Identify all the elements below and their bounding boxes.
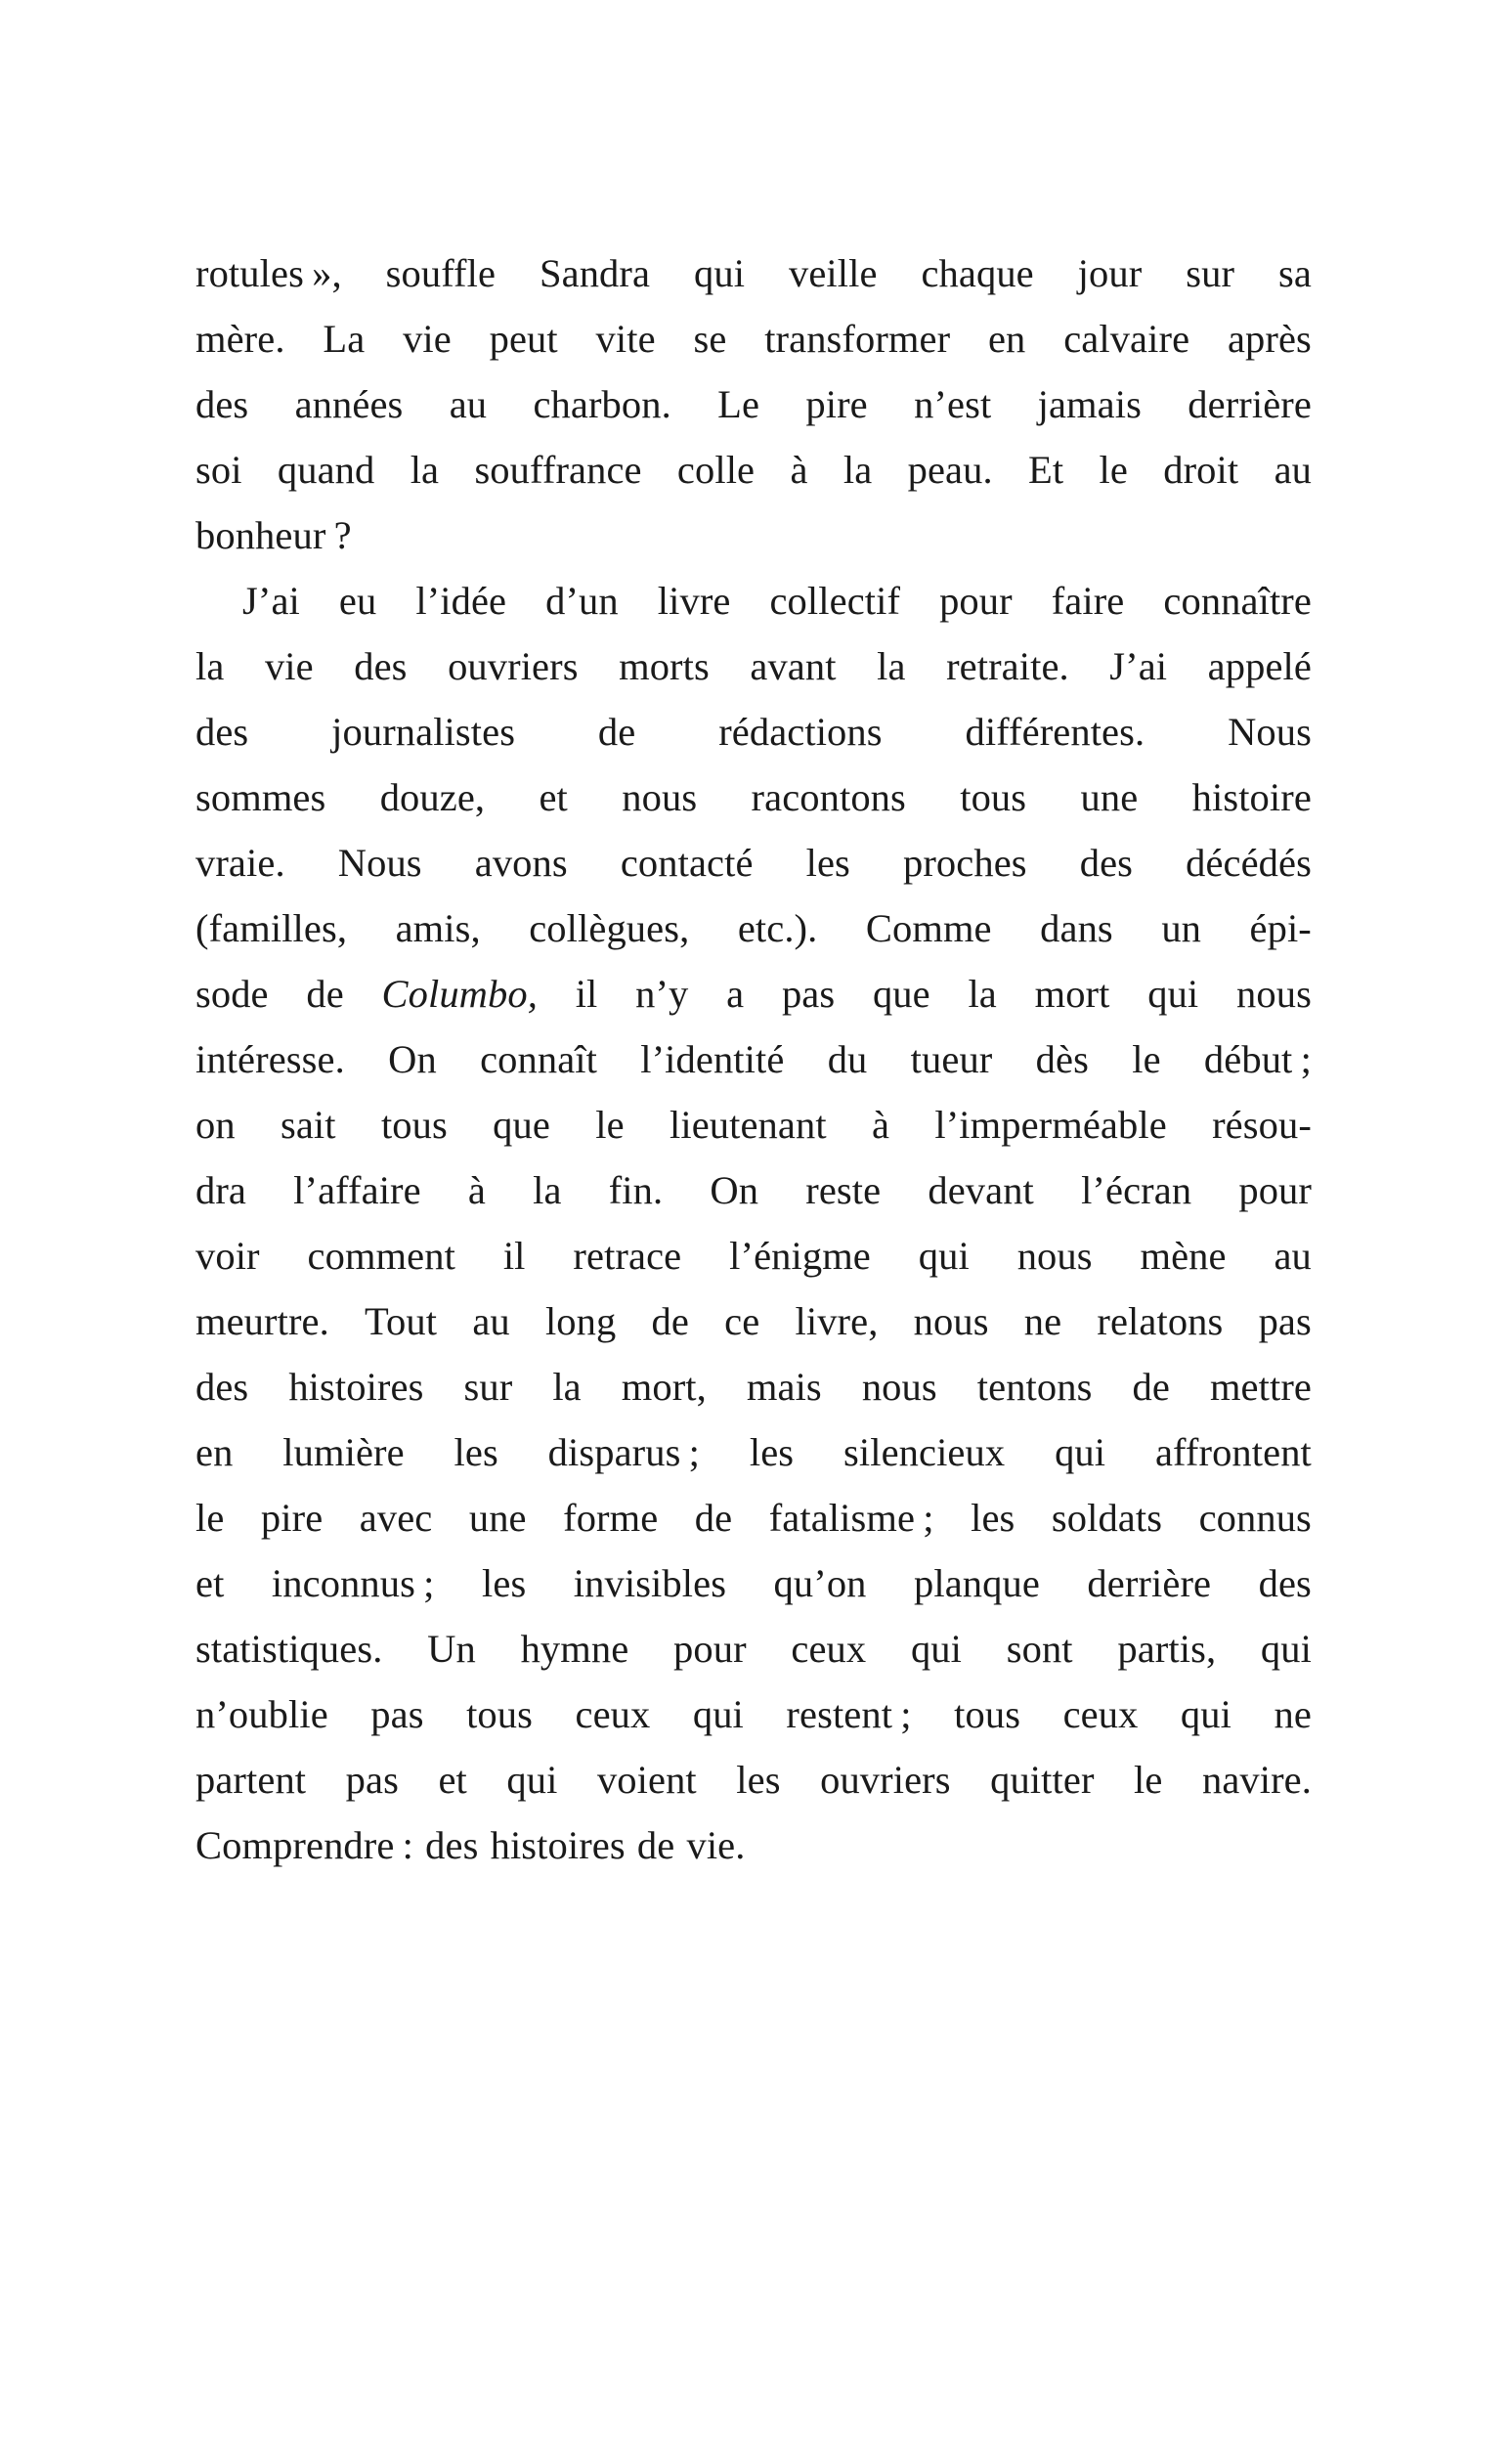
word: la — [552, 1365, 582, 1409]
word: qui — [1260, 1627, 1312, 1671]
word: de — [636, 1823, 675, 1867]
word: voir — [195, 1234, 260, 1278]
text-line — [195, 1288, 1312, 1354]
word: la — [533, 1168, 562, 1212]
word: colle — [676, 448, 756, 492]
word: Le — [717, 382, 760, 426]
word: faire — [1051, 579, 1125, 623]
word: la — [195, 644, 225, 688]
word: les — [736, 1758, 781, 1802]
text-line — [195, 1157, 1312, 1223]
word: il — [502, 1234, 526, 1278]
text-line — [195, 1616, 1312, 1681]
word: des — [195, 382, 249, 426]
word: derrière — [1087, 1561, 1212, 1605]
word: livre — [657, 579, 731, 623]
word: au — [472, 1299, 510, 1343]
word: que — [493, 1103, 550, 1147]
word: statistiques. — [195, 1627, 383, 1671]
word: peau. — [907, 448, 993, 492]
word: retraite. — [946, 644, 1069, 688]
word: douze, — [379, 775, 486, 819]
word: J’ai — [242, 579, 300, 623]
text-line — [195, 1485, 1312, 1550]
text-line — [195, 502, 1312, 568]
word: nous — [1016, 1234, 1093, 1278]
text-line — [195, 895, 1312, 961]
word: nous — [622, 775, 698, 819]
word: sode — [195, 972, 269, 1016]
word: avant — [750, 644, 837, 688]
word: avons — [474, 841, 568, 885]
text-line — [195, 1747, 1312, 1812]
word: racontons — [751, 775, 906, 819]
word: On — [388, 1037, 437, 1081]
word: d’un — [545, 579, 619, 623]
word: pas — [781, 972, 836, 1016]
word: ce — [724, 1299, 760, 1343]
word: épi- — [1249, 906, 1312, 950]
word: calvaire — [1063, 317, 1190, 361]
word: mère. — [195, 317, 285, 361]
word: chaque — [921, 251, 1034, 295]
text-line — [195, 633, 1312, 699]
word: droit — [1163, 448, 1239, 492]
word: les — [805, 841, 850, 885]
word: l’identité — [640, 1037, 785, 1081]
word: bonheur ? — [195, 513, 352, 557]
word: ouvriers — [820, 1758, 951, 1802]
word: du — [827, 1037, 868, 1081]
word: vraie. — [195, 841, 285, 885]
word: collectif — [769, 579, 901, 623]
word: soi — [195, 448, 242, 492]
word: meurtre. — [195, 1299, 329, 1343]
word: on — [195, 1103, 236, 1147]
word: disparus ; — [547, 1430, 701, 1474]
word: le — [195, 1496, 225, 1540]
word: vite — [595, 317, 656, 361]
word: quitter — [990, 1758, 1095, 1802]
word: voient — [596, 1758, 697, 1802]
page-text-block — [195, 240, 1312, 1878]
word: Columbo, — [381, 972, 538, 1016]
word: sont — [1006, 1627, 1073, 1671]
word: mais — [746, 1365, 822, 1409]
word: années — [294, 382, 404, 426]
word: dra — [195, 1168, 247, 1212]
word: nous — [861, 1365, 937, 1409]
word: collègues, — [529, 906, 690, 950]
word: au — [1274, 448, 1312, 492]
word: Comprendre : — [195, 1823, 414, 1867]
word: histoire — [1191, 775, 1312, 819]
word: histoires — [288, 1365, 424, 1409]
word: à — [871, 1103, 890, 1147]
word: quand — [277, 448, 375, 492]
word: transformer — [764, 317, 951, 361]
word: navire. — [1201, 1758, 1312, 1802]
word: connaît — [480, 1037, 597, 1081]
word: et — [438, 1758, 467, 1802]
word: tous — [380, 1103, 448, 1147]
word: contacté — [620, 841, 754, 885]
word: appelé — [1207, 644, 1312, 688]
word: les — [482, 1561, 527, 1605]
word: à — [790, 448, 808, 492]
word: mène — [1140, 1234, 1227, 1278]
word: fatalisme ; — [768, 1496, 934, 1540]
word: différentes. — [965, 710, 1145, 754]
word: des — [425, 1823, 479, 1867]
text-line — [195, 371, 1312, 437]
word: retrace — [573, 1234, 682, 1278]
word: une — [468, 1496, 527, 1540]
text-line — [195, 240, 1312, 306]
word: les — [749, 1430, 795, 1474]
text-line — [195, 764, 1312, 830]
word: l’écran — [1081, 1168, 1192, 1212]
word: fin. — [608, 1168, 664, 1212]
word: pas — [345, 1758, 399, 1802]
word: un — [1161, 906, 1202, 950]
word: Comme — [865, 906, 992, 950]
word: l’imperméable — [934, 1103, 1167, 1147]
word: On — [710, 1168, 759, 1212]
word: dès — [1035, 1037, 1089, 1081]
word: les — [971, 1496, 1015, 1540]
text-line — [195, 699, 1312, 764]
word: sa — [1277, 251, 1312, 295]
word: l’idée — [415, 579, 507, 623]
word: inconnus ; — [271, 1561, 435, 1605]
word: ceux — [575, 1692, 651, 1736]
word: la — [968, 972, 997, 1016]
word: a — [726, 972, 745, 1016]
word: après — [1227, 317, 1312, 361]
word: dans — [1040, 906, 1113, 950]
word: le — [1099, 448, 1128, 492]
word: n’oublie — [195, 1692, 328, 1736]
word: une — [1080, 775, 1139, 819]
word: Un — [427, 1627, 476, 1671]
word: mort, — [621, 1365, 707, 1409]
word: Tout — [365, 1299, 438, 1343]
word: de — [306, 972, 344, 1016]
word: début ; — [1203, 1037, 1312, 1081]
word: sommes — [195, 775, 326, 819]
word: planque — [914, 1561, 1040, 1605]
word: devant — [928, 1168, 1034, 1212]
word: affrontent — [1154, 1430, 1312, 1474]
word: avec — [359, 1496, 433, 1540]
word: lumière — [282, 1430, 405, 1474]
word: souffrance — [474, 448, 642, 492]
word: lieutenant — [669, 1103, 827, 1147]
text-line — [195, 1812, 1312, 1878]
word: le — [595, 1103, 625, 1147]
text-line — [195, 1223, 1312, 1288]
word: pire — [805, 382, 868, 426]
word: qui — [692, 1692, 744, 1736]
word: relatons — [1097, 1299, 1224, 1343]
word: morts — [619, 644, 710, 688]
word: tous — [960, 775, 1027, 819]
word: mettre — [1209, 1365, 1312, 1409]
word: pour — [673, 1627, 747, 1671]
text-line — [195, 1354, 1312, 1419]
word: peut — [489, 317, 558, 361]
word: partis, — [1117, 1627, 1217, 1671]
word: invisibles — [573, 1561, 727, 1605]
text-line — [195, 961, 1312, 1026]
word: derrière — [1188, 382, 1312, 426]
word: restent ; — [786, 1692, 912, 1736]
word: en — [987, 317, 1026, 361]
word: à — [467, 1168, 486, 1212]
word: mort — [1034, 972, 1110, 1016]
word: de — [694, 1496, 733, 1540]
word: décédés — [1186, 841, 1312, 885]
word: (familles, — [195, 906, 348, 950]
text-line — [195, 1026, 1312, 1092]
word: les — [454, 1430, 498, 1474]
word: ceux — [1062, 1692, 1139, 1736]
word: des — [1258, 1561, 1312, 1605]
word: intéresse. — [195, 1037, 345, 1081]
word: des — [354, 644, 408, 688]
word: livre, — [795, 1299, 879, 1343]
word: et — [539, 775, 568, 819]
text-line — [195, 1550, 1312, 1616]
word: des — [195, 710, 249, 754]
word: résou- — [1212, 1103, 1312, 1147]
word: des — [195, 1365, 249, 1409]
word: ne — [1274, 1692, 1312, 1736]
word: rédactions — [718, 710, 883, 754]
word: n’y — [635, 972, 689, 1016]
word: etc.). — [737, 906, 818, 950]
word: vie. — [686, 1823, 746, 1867]
word: qui — [1180, 1692, 1231, 1736]
word: la — [877, 644, 906, 688]
word: reste — [805, 1168, 882, 1212]
word: qui — [918, 1234, 970, 1278]
word: ouvriers — [448, 644, 579, 688]
word: pour — [939, 579, 1013, 623]
word: La — [323, 317, 366, 361]
text-line — [195, 1092, 1312, 1157]
word: hymne — [520, 1627, 629, 1671]
word: au — [449, 382, 488, 426]
text-line — [195, 830, 1312, 895]
text-line — [195, 568, 1312, 633]
word: charbon. — [533, 382, 671, 426]
word: vie — [264, 644, 314, 688]
word: vie — [403, 317, 452, 361]
word: souffle — [385, 251, 497, 295]
word: jour — [1077, 251, 1143, 295]
word: connus — [1198, 1496, 1312, 1540]
word: tous — [466, 1692, 533, 1736]
word: ne — [1023, 1299, 1062, 1343]
word: jamais — [1037, 382, 1142, 426]
word: ceux — [791, 1627, 867, 1671]
word: qui — [1055, 1430, 1106, 1474]
word: la — [842, 448, 873, 492]
word: long — [544, 1299, 617, 1343]
word: l’affaire — [293, 1168, 421, 1212]
text-line — [195, 1681, 1312, 1747]
word: pas — [1258, 1299, 1312, 1343]
text-line — [195, 306, 1312, 371]
word: Nous — [1228, 710, 1312, 754]
word: tentons — [976, 1365, 1093, 1409]
word: Et — [1027, 448, 1064, 492]
word: connaître — [1163, 579, 1312, 623]
word: la — [410, 448, 440, 492]
word: J’ai — [1109, 644, 1168, 688]
word: se — [693, 317, 727, 361]
word: sur — [1186, 251, 1235, 295]
word: de — [651, 1299, 689, 1343]
word: pire — [260, 1496, 324, 1540]
word: journalistes — [331, 710, 516, 754]
word: que — [872, 972, 930, 1016]
word: pas — [370, 1692, 424, 1736]
word: nous — [1236, 972, 1312, 1016]
word: et — [195, 1561, 225, 1605]
word: amis, — [395, 906, 481, 950]
text-line — [195, 1419, 1312, 1485]
word: en — [195, 1430, 234, 1474]
word: eu — [338, 579, 377, 623]
word: proches — [903, 841, 1027, 885]
word: il — [575, 972, 598, 1016]
word: silencieux — [843, 1430, 1006, 1474]
word: sur — [463, 1365, 513, 1409]
word: de — [597, 710, 636, 754]
word: qu’on — [773, 1561, 867, 1605]
word: Nous — [337, 841, 422, 885]
word: n’est — [914, 382, 992, 426]
word: le — [1134, 1758, 1163, 1802]
word: le — [1132, 1037, 1161, 1081]
word: comment — [307, 1234, 455, 1278]
word: rotules », — [195, 251, 342, 295]
word: nous — [913, 1299, 989, 1343]
word: tueur — [910, 1037, 993, 1081]
text-line — [195, 437, 1312, 502]
word: des — [1079, 841, 1134, 885]
word: veille — [788, 251, 878, 295]
word: forme — [563, 1496, 659, 1540]
word: qui — [1147, 972, 1199, 1016]
word: l’énigme — [729, 1234, 871, 1278]
word: de — [1132, 1365, 1170, 1409]
word: histoires — [490, 1823, 626, 1867]
word: tous — [954, 1692, 1021, 1736]
word: Sandra — [540, 251, 651, 295]
word: au — [1274, 1234, 1312, 1278]
word: qui — [694, 251, 746, 295]
word: partent — [195, 1758, 307, 1802]
word: sait — [281, 1103, 336, 1147]
word: qui — [506, 1758, 558, 1802]
word: qui — [910, 1627, 963, 1671]
word: pour — [1238, 1168, 1312, 1212]
word: soldats — [1051, 1496, 1163, 1540]
